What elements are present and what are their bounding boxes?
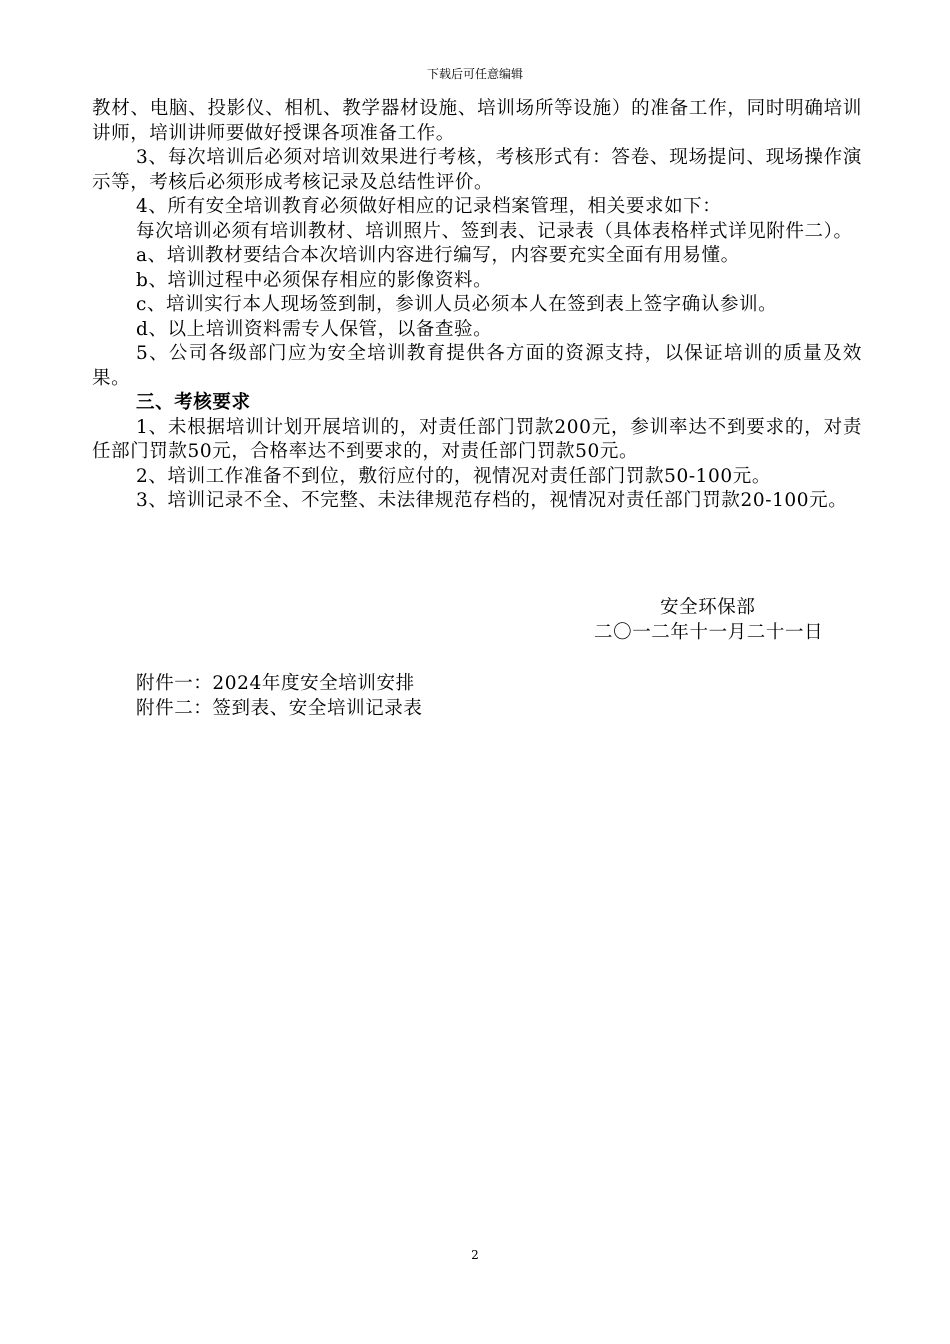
document-body [92,97,862,514]
list-item-b: b、培训过程中必须保存相应的影像资料。 [136,269,493,291]
signature-department: 安全环保部 [660,597,756,618]
paragraph-resources: 5、公司各级部门应为安全培训教育提供各方面的资源支持，以保证培训的质量及效果。 [92,343,862,389]
paragraph-records: 4、所有安全培训教育必须做好相应的记录档案管理，相关要求如下： [136,196,722,217]
penalty-item-1: 1、未根据培训计划开展培训的，对责任部门罚款200元，参训率达不到要求的，对责任部门罚款50元，合格率达不到要求的，对责任部门罚款50元。 [92,416,862,462]
page-number: 2 [471,1248,479,1262]
section-title-assessment: 三、考核要求 [136,392,251,413]
page-header-note: 下载后可任意编辑 [426,67,523,81]
attachments-list [136,672,423,721]
signature-date: 二〇一二年十一月二十一日 [594,622,824,643]
attachment-2: 附件二：签到表、安全培训记录表 [136,697,423,719]
penalty-item-3: 3、培训记录不全、不完整、未法律规范存档的，视情况对责任部门罚款20-100元。 [136,490,848,511]
penalty-item-2: 2、培训工作准备不到位，敷衍应付的，视情况对责任部门罚款50-100元。 [136,465,771,487]
paragraph-required-materials: 每次培训必须有培训教材、培训照片、签到表、记录表（具体表格样式详见附件二）。 [136,220,853,242]
paragraph-assessment: 3、每次培训后必须对培训效果进行考核，考核形式有：答卷、现场提问、现场操作演示等，考核后必须形成考核记录及总结性评价。 [92,147,862,193]
list-item-c: c、培训实行本人现场签到制，参训人员必须本人在签到表上签字确认参训。 [136,294,778,315]
list-item-a: a、培训教材要结合本次培训内容进行编写，内容要充实全面有用易懂。 [136,245,740,266]
paragraph-equipment-prep: 教材、电脑、投影仪、相机、教学器材设施、培训场所等设施）的准备工作，同时明确培训讲师，培训讲师要做好授课各项准备工作。 [92,98,862,144]
list-item-d: d、以上培训资料需专人保管，以备查验。 [136,318,493,340]
attachment-1: 附件一：2024年度安全培训安排 [136,673,415,694]
